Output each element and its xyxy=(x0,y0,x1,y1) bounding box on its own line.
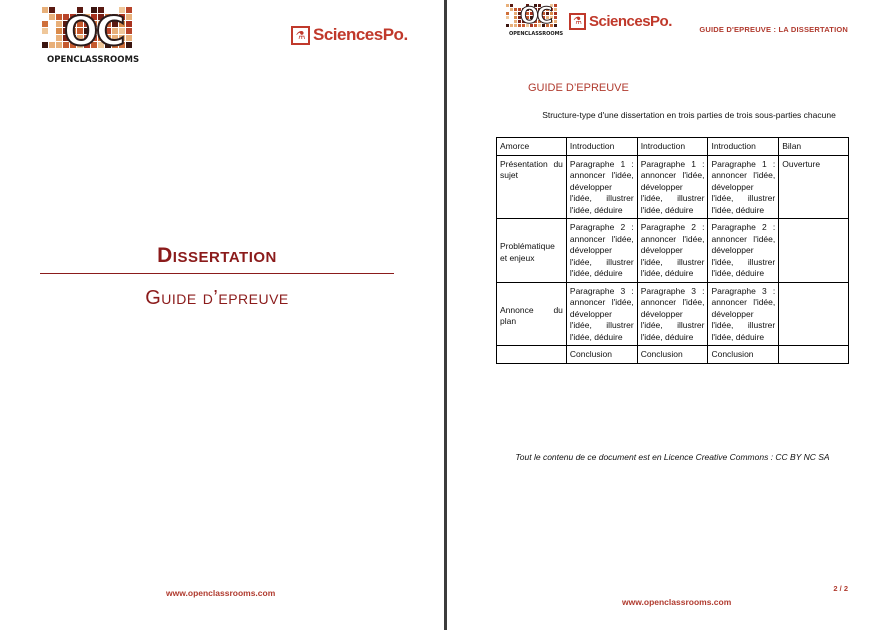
sciencespo-logo xyxy=(291,25,408,45)
table-header-cell: Introduction xyxy=(637,138,708,156)
table-cell: Paragraphe 1 : annoncer l'idée, développer l'idée, illustrer l'idée, déduire xyxy=(566,155,637,219)
table-cell: Paragraphe 1 : annoncer l'idée, développer l'idée, illustrer l'idée, déduire xyxy=(637,155,708,219)
mosaic-tile xyxy=(514,20,517,23)
mosaic-tile xyxy=(42,28,48,34)
mosaic-tile xyxy=(56,28,62,34)
section-heading: GUIDE D’EPREUVE xyxy=(528,82,629,94)
cover-page xyxy=(0,0,444,630)
table-cell: Paragraphe 2 : annoncer l'idée, développer l'idée, illustrer l'idée, déduire xyxy=(566,219,637,283)
page-number: 2 / 2 xyxy=(833,584,848,593)
sciencespo-wordmark: SciencesPo. xyxy=(313,25,408,44)
mosaic-tile xyxy=(554,12,557,15)
mosaic-tile xyxy=(554,4,557,7)
logo-letters: OC xyxy=(64,9,124,55)
logo-wordmark xyxy=(509,31,563,37)
table-cell: Ouverture xyxy=(779,155,849,219)
mosaic-tile xyxy=(510,4,513,7)
table-header-cell: Amorce xyxy=(497,138,567,156)
mosaic-tile xyxy=(49,7,55,13)
logo-wordmark xyxy=(47,55,139,65)
mosaic-tile xyxy=(506,24,509,27)
document-title: Dissertation xyxy=(157,244,277,267)
mosaic-tile xyxy=(506,4,509,7)
title-divider xyxy=(40,273,394,274)
table-cell: Conclusion xyxy=(708,346,779,364)
table-cell xyxy=(779,219,849,283)
table-cell: Paragraphe 3 : annoncer l'idée, développer l'idée, illustrer l'idée, déduire xyxy=(566,282,637,346)
mosaic-tile xyxy=(514,12,517,15)
row-label-text: Présentation du sujet xyxy=(500,158,563,180)
running-header: GUIDE D'EPREUVE : LA DISSERTATION xyxy=(699,25,848,34)
openclassrooms-logo xyxy=(506,4,562,38)
table-header-cell: Introduction xyxy=(566,138,637,156)
table-cell: Paragraphe 2 : annoncer l'idée, développer l'idée, illustrer l'idée, déduire xyxy=(708,219,779,283)
sciencespo-emblem-icon: ⚗ xyxy=(569,13,586,30)
table-cell: Paragraphe 3 : annoncer l'idée, développer l'idée, illustrer l'idée, déduire xyxy=(708,282,779,346)
table-row xyxy=(497,155,849,219)
table-row-label xyxy=(497,219,567,283)
mosaic-tile xyxy=(126,14,132,20)
mosaic-tile xyxy=(126,35,132,41)
mosaic-tile xyxy=(49,42,55,48)
mosaic-tile xyxy=(56,14,62,20)
mosaic-tile xyxy=(56,21,62,27)
mosaic-tile xyxy=(514,8,517,11)
table-cell: Paragraphe 3 : annoncer l'idée, développer l'idée, illustrer l'idée, déduire xyxy=(637,282,708,346)
table-cell: Paragraphe 2 : annoncer l'idée, développer l'idée, illustrer l'idée, déduire xyxy=(637,219,708,283)
sciencespo-emblem-icon: ⚗ xyxy=(291,26,310,45)
mosaic-tile xyxy=(554,24,557,27)
mosaic-tile xyxy=(49,14,55,20)
mosaic-tile xyxy=(56,42,62,48)
table-cell: Conclusion xyxy=(566,346,637,364)
logo-wordmark-classrooms: CLASSROOMS xyxy=(524,31,564,37)
logo-letters: OC xyxy=(520,4,551,29)
mosaic-tile xyxy=(554,8,557,11)
sciencespo-wordmark: SciencesPo. xyxy=(589,13,672,30)
sciencespo-logo xyxy=(569,13,672,30)
table-caption: Structure-type d'une dissertation en trois parties de trois sous-parties chacune xyxy=(542,110,836,120)
dissertation-structure-table xyxy=(496,137,849,364)
table-conclusion-row xyxy=(497,346,849,364)
mosaic-tile xyxy=(506,16,509,19)
logo-wordmark-open: OPEN xyxy=(47,55,74,65)
footer-link[interactable]: www.openclassrooms.com xyxy=(622,597,732,607)
table-row xyxy=(497,282,849,346)
licence-notice: Tout le contenu de ce document est en Licence Creative Commons : CC BY NC SA xyxy=(515,452,830,462)
mosaic-tile xyxy=(510,24,513,27)
table-row-label xyxy=(497,282,567,346)
table-cell: Paragraphe 1 : annoncer l'idée, développer l'idée, illustrer l'idée, déduire xyxy=(708,155,779,219)
mosaic-tile xyxy=(126,21,132,27)
mosaic-tile xyxy=(126,28,132,34)
mosaic-tile xyxy=(126,42,132,48)
table-header-row xyxy=(497,138,849,156)
mosaic-tile xyxy=(510,8,513,11)
content-page xyxy=(447,0,890,630)
openclassrooms-logo xyxy=(42,7,138,65)
footer-link[interactable]: www.openclassrooms.com xyxy=(166,588,276,598)
table-cell xyxy=(779,346,849,364)
table-header-cell: Bilan xyxy=(779,138,849,156)
mosaic-tile xyxy=(554,16,557,19)
mosaic-tile xyxy=(42,21,48,27)
document-subtitle: Guide d’epreuve xyxy=(145,287,289,309)
mosaic-tile xyxy=(126,7,132,13)
mosaic-tile xyxy=(514,16,517,19)
table-cell: Conclusion xyxy=(637,346,708,364)
table-row xyxy=(497,219,849,283)
table-header-cell: Introduction xyxy=(708,138,779,156)
mosaic-tile xyxy=(42,42,48,48)
row-label-text: Annonce du plan xyxy=(500,304,563,326)
table-row-label xyxy=(497,155,567,219)
logo-wordmark-classrooms: CLASSROOMS xyxy=(73,55,140,65)
mosaic-tile xyxy=(506,12,509,15)
table-cell xyxy=(497,346,567,364)
table-cell xyxy=(779,282,849,346)
logo-wordmark-open: OPEN xyxy=(509,31,525,37)
row-label-text: Problématique et enjeux xyxy=(500,241,555,263)
mosaic-tile xyxy=(514,24,517,27)
mosaic-tile xyxy=(56,35,62,41)
mosaic-tile xyxy=(42,7,48,13)
mosaic-tile xyxy=(554,20,557,23)
